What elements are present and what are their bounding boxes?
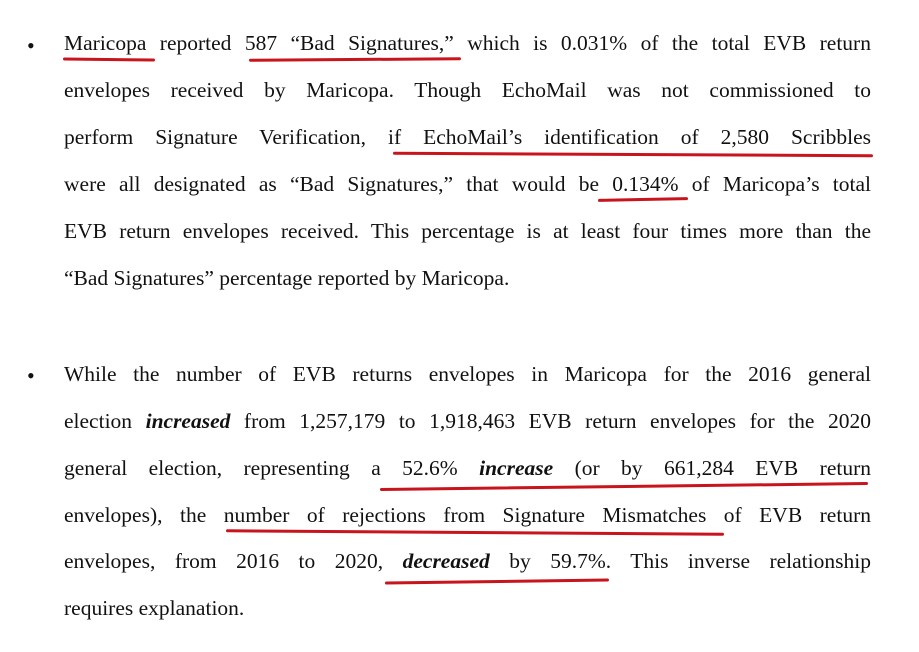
underlined-envelope-count: (or by 661,284 EVB return [553, 456, 872, 480]
text-line [64, 124, 871, 150]
red-underline-mark [385, 578, 609, 584]
text-line [64, 265, 509, 291]
underlined-decrease-percentage: by 59.7% [489, 549, 606, 573]
text-segment: which is 0.031% of the total EVB return [453, 31, 871, 55]
text-line [64, 361, 871, 387]
red-underline-mark [393, 152, 873, 158]
text-segment: were all designated as “Bad Signatures,” that would be [64, 172, 613, 196]
underlined-percentage-increase: a 52.6% [371, 456, 480, 480]
text-line [64, 30, 871, 56]
text-segment: envelopes received by Maricopa. Though EchoMail was not commissioned to [64, 78, 871, 102]
text-segment: “Bad Signatures” percentage reported by Maricopa. [64, 266, 510, 290]
underlined-percentage: 0.134% [612, 172, 679, 196]
red-underline-mark [249, 57, 461, 61]
text-segment: requires explanation. [64, 596, 245, 620]
text-segment: from 1,257,179 to 1,918,463 EVB return envelopes for the 2020 [230, 409, 871, 433]
text-segment: envelopes), the [64, 503, 224, 527]
text-line [64, 408, 871, 434]
red-underline-mark [598, 197, 688, 202]
emphasis-increased: increased [145, 409, 231, 433]
underlined-signature-mismatches: number of rejections from Signature Mismatches [223, 503, 707, 527]
red-underline-mark [226, 529, 724, 535]
underlined-bad-signatures-count: 587 “Bad Signatures,” [244, 31, 454, 55]
text-segment: election [64, 409, 146, 433]
text-line [64, 171, 871, 197]
underlined-maricopa: Maricopa [64, 31, 147, 55]
emphasis-increase: increase [479, 456, 554, 480]
bullet-point: • [27, 363, 35, 388]
text-segment: of Maricopa’s total [678, 172, 871, 196]
bullet-point: • [27, 33, 35, 58]
text-line [64, 77, 871, 103]
text-line [64, 548, 871, 574]
emphasis-decreased: decreased [402, 549, 490, 573]
text-line [64, 502, 871, 528]
underlined-scribbles-identification: if EchoMail’s identification of 2,580 Scribbles [388, 125, 871, 149]
text-segment: general election, representing [64, 456, 372, 480]
text-segment: envelopes, from 2016 to 2020, [64, 549, 403, 573]
red-underline-mark [63, 58, 155, 62]
red-underline-mark [380, 482, 868, 491]
text-line [64, 595, 244, 621]
text-segment: perform Signature Verification, [64, 125, 388, 149]
text-segment: . This inverse relationship [605, 549, 871, 573]
text-segment: reported [146, 31, 245, 55]
text-line [64, 455, 871, 481]
text-segment: EVB return envelopes received. This percentage is at least four times more than the [64, 219, 871, 243]
text-segment: of EVB return [706, 503, 871, 527]
text-line [64, 218, 871, 244]
text-segment: While the number of EVB returns envelopes in Maricopa for the 2016 general [64, 362, 871, 386]
